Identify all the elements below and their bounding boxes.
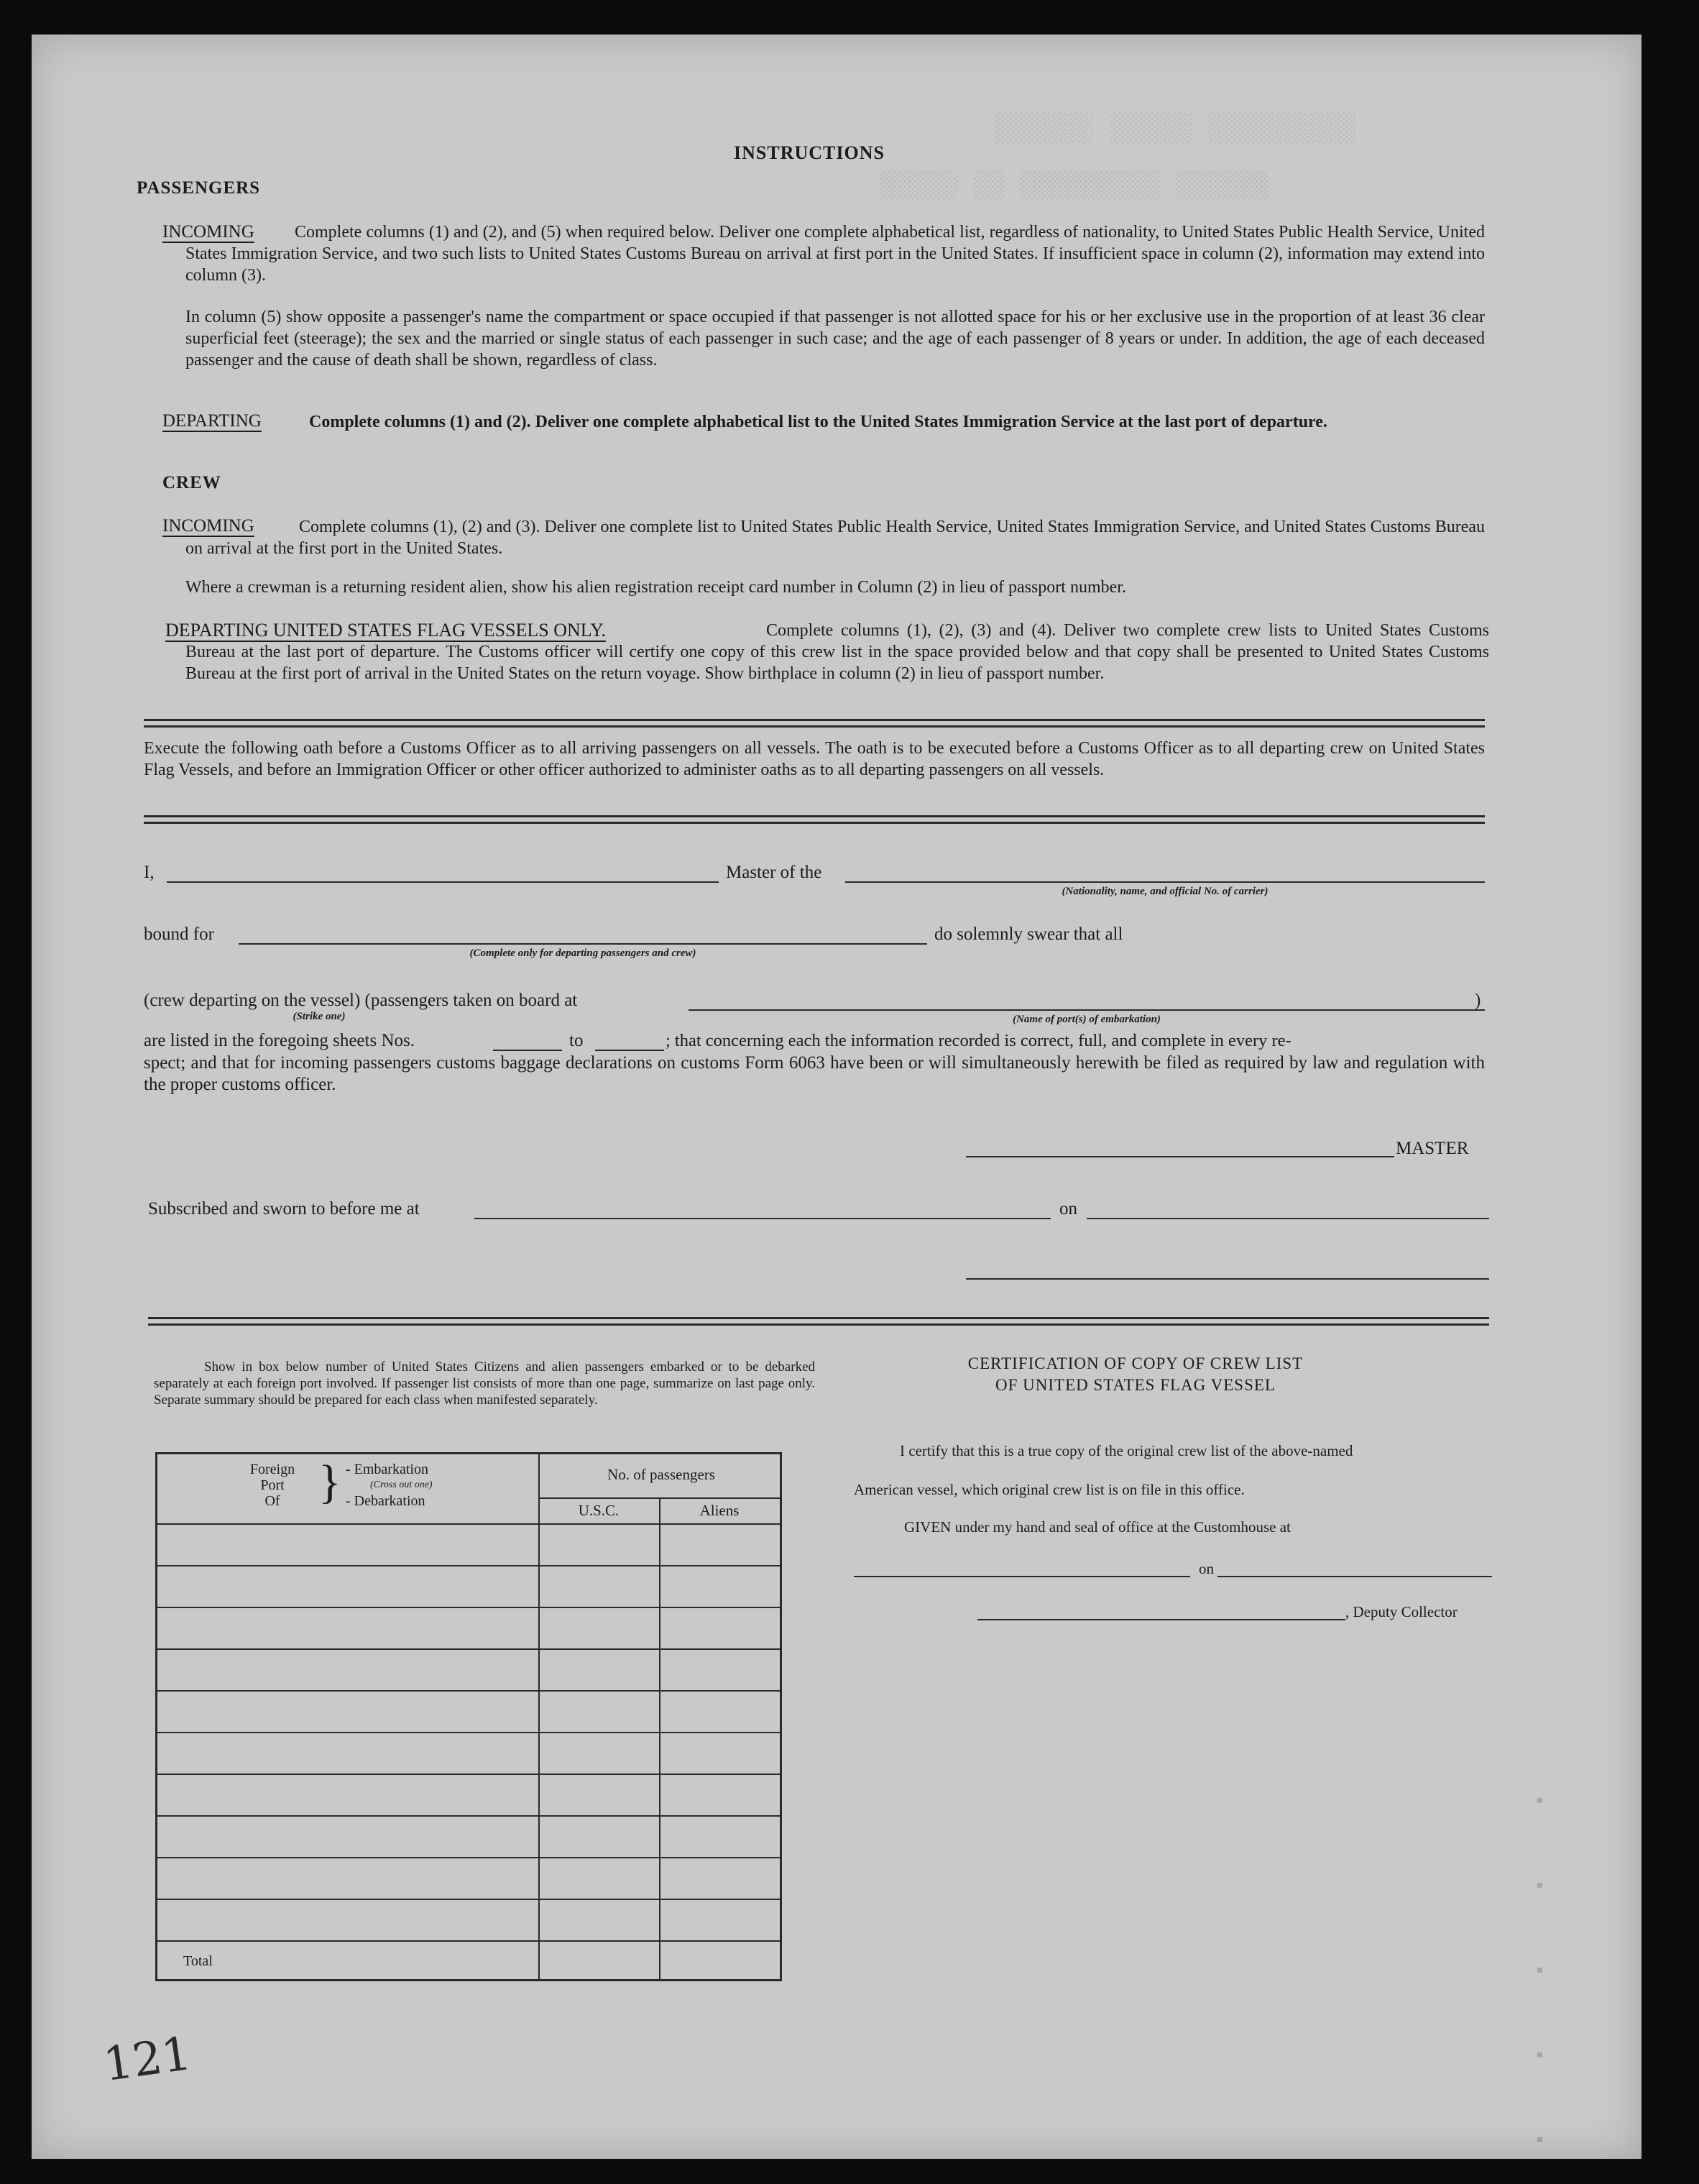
listed-to-label: to [569, 1031, 584, 1050]
embarkation-ports-caption: (Name of port(s) of embarkation) [1013, 1014, 1161, 1025]
deputy-collector-signature-field[interactable] [977, 1619, 1345, 1620]
subscribed-label: Subscribed and sworn to before me at [148, 1199, 420, 1219]
crew-departing-label: DEPARTING UNITED STATES FLAG VESSELS ONLY. [165, 620, 606, 641]
embarkation-ports-field[interactable] [689, 1009, 1485, 1011]
section-divider [148, 1317, 1489, 1326]
crew-heading: CREW [162, 473, 221, 492]
handwritten-page-mark: 121 [100, 2027, 195, 2093]
bound-for-caption: (Complete only for departing passengers and crew) [469, 948, 696, 959]
subscribed-place-field[interactable] [474, 1218, 1051, 1219]
sheet-to-field[interactable] [595, 1050, 664, 1051]
brace-icon: } [318, 1456, 341, 1508]
subscribed-date-field[interactable] [1087, 1218, 1489, 1219]
passengers-departing-text: Complete columns (1) and (2). Deliver one complete alphabetical list to the United States Immigration Service at the last port of departure. [309, 413, 1327, 431]
carrier-caption: (Nationality, name, and official No. of carrier) [1062, 886, 1269, 897]
officer-signature-field[interactable] [966, 1278, 1489, 1280]
deputy-collector-label: , Deputy Collector [1345, 1603, 1458, 1620]
sheet-from-field[interactable] [493, 1050, 562, 1051]
oath-intro-text: Execute the following oath before a Customs Officer as to all arriving passengers on all vessels. The oath is to be executed before a Customs Officer as to all departing crew on United States Flag Vessels, and before an Immigration Officer or other officer authorized to administer oaths as to all departing passengers on all vessels. [144, 739, 1485, 779]
bound-for-label: bound for [144, 924, 214, 944]
embark-debark-header: - Embarkation (Cross out one) - Debarkation [346, 1462, 433, 1509]
crew-departing-text: Complete columns (1), (2), (3) and (4). Deliver two complete crew lists to United States Customs Bureau at the last port of departure. The Customs officer will certify one copy of this crew list in the space provided below and that copy shall be presented to United States Customs Bureau at the first port of arrival in the United States on the return voyage. Show birthplace in column (2) in lieu of passport number. [185, 621, 1489, 683]
master-signature-field[interactable] [966, 1156, 1394, 1157]
crew-departing-strike: (crew departing on the vessel) (passengers taken on board at [144, 991, 578, 1010]
foreign-port-header: Foreign Port Of [249, 1462, 295, 1509]
given-text: GIVEN under my hand and seal of office at the Customhouse at [904, 1518, 1291, 1536]
bleed-through-text: ░░░░░░ ░░░░░░░░░ ░░ ░░░░░ [880, 171, 1269, 201]
passengers-column5-text: In column (5) show opposite a passenger's name the compartment or space occupied if that passenger is not allotted space for his or her exclusive use in the proportion of at least 36 clear superficial feet (steerage); the sex and the married or single status of each passenger in such case; and the age of each passenger of 8 years or under. In addition, the age of each deceased passenger and the cause of death shall be shown, regardless of class. [185, 308, 1485, 370]
section-divider [144, 815, 1485, 824]
listed-text-2: ; that concerning each the information recorded is correct, full, and complete in every re- [666, 1031, 1291, 1050]
bound-for-field[interactable] [239, 943, 927, 945]
summary-instruction: Show in box below number of United States Citizens and alien passengers embarked or to be debarked separately at each foreign port involved. If passenger list consists of more than one page, summarize on last page only. Separate summary should be prepared for each class when manifested separately. [154, 1359, 815, 1408]
certify-date-field[interactable] [1217, 1576, 1492, 1577]
close-paren: ) [1475, 991, 1481, 1010]
passengers-heading: PASSENGERS [137, 178, 261, 198]
certify-text-2: American vessel, which original crew list is on file in this office. [854, 1481, 1245, 1498]
passengers-incoming-text: Complete columns (1) and (2), and (5) when required below. Deliver one complete alphabetical list, regardless of nationality, to United States Public Health Service, United States Immigration Service, and two such lists to United States Customs Bureau on arrival at first port in the United States. If insufficient space in column (2), information may extend into column (3). [185, 223, 1485, 285]
certify-on-label: on [1199, 1560, 1214, 1577]
master-label: MASTER [1396, 1139, 1469, 1158]
strike-one-caption: (Strike one) [293, 1011, 346, 1022]
bleed-through-row-numbers: ▪ ▪ ▪ ▪ ▪ [1534, 1791, 1546, 2152]
crew-incoming-label: INCOMING [162, 516, 254, 536]
swear-text: do solemnly swear that all [934, 924, 1123, 944]
crew-resident-text: Where a crewman is a returning resident alien, show his alien registration receipt card number in Column (2) in lieu of passport number. [185, 578, 1126, 597]
master-name-field[interactable] [167, 881, 719, 883]
oath-i-label: I, [144, 863, 155, 882]
listed-text-1: are listed in the foregoing sheets Nos. [144, 1031, 415, 1050]
total-label: Total [183, 1953, 213, 1969]
customhouse-field[interactable] [854, 1576, 1190, 1577]
section-divider [144, 719, 1485, 728]
passengers-incoming-label: INCOMING [162, 222, 254, 242]
subscribed-on-label: on [1059, 1199, 1077, 1219]
bleed-through-text: ░░░░░░░░░ ░░░░░ ░░░░░░ [995, 114, 1355, 144]
num-passengers-header: No. of passengers [607, 1466, 715, 1483]
passengers-departing-label: DEPARTING [162, 411, 262, 431]
carrier-field[interactable] [845, 881, 1485, 883]
listed-text-rest: spect; and that for incoming passengers customs baggage declarations on customs Form 6063 have been or will simultaneously herewith be filed as required by law and regulation with the proper customs officer. [144, 1053, 1485, 1094]
certification-title: CERTIFICATION OF COPY OF CREW LIST OF UNITED STATES FLAG VESSEL [967, 1354, 1304, 1394]
crew-incoming-text: Complete columns (1), (2) and (3). Deliver one complete list to United States Public Health Service, United States Immigration Service, and United States Customs Bureau on arrival at the first port in the United States. [185, 518, 1485, 558]
form-sheet [32, 35, 1642, 2159]
aliens-header: Aliens [699, 1502, 740, 1519]
master-of-label: Master of the [726, 863, 822, 882]
summary-table [155, 1452, 782, 1981]
certify-text-1: I certify that this is a true copy of the original crew list of the above-named [900, 1442, 1353, 1459]
usc-header: U.S.C. [578, 1502, 620, 1519]
page-title: INSTRUCTIONS [734, 142, 885, 163]
